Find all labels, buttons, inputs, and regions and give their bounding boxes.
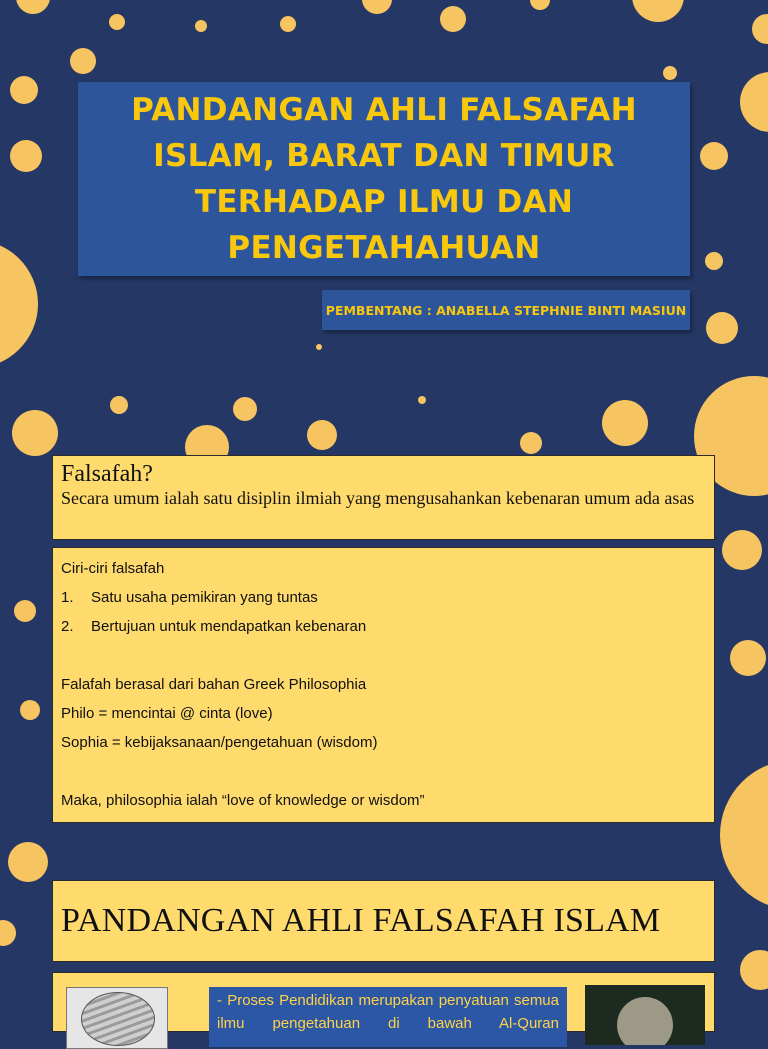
origin-text: Falafah berasal dari bahan Greek Philosophia — [61, 676, 367, 693]
falsafah-card — [52, 455, 715, 540]
ciri-card — [52, 547, 715, 823]
spacer — [61, 757, 706, 786]
list-number: 2. — [61, 618, 74, 635]
conclusion-text: Maka, philosophia ialah “love of knowledge or wisdom” — [61, 792, 425, 809]
title-line: PANDANGAN AHLI FALSAFAH — [131, 92, 637, 128]
section-heading-card — [52, 880, 715, 962]
islam-text-box — [209, 987, 567, 1047]
islam-text: - Proses Pendidikan merupakan penyatuan semua ilmu pengetahuan di bawah Al-Quran — [217, 992, 559, 1032]
islam-card — [52, 972, 715, 1032]
list-text: Bertujuan untuk mendapatkan kebenaran — [91, 618, 367, 635]
title-line: PENGETAHAHUAN — [227, 230, 541, 266]
list-item — [61, 583, 706, 612]
spacer — [61, 641, 706, 670]
falsafah-definition: Secara umum ialah satu disiplin ilmiah yang mengusahankan kebenaran umum ada asas — [61, 488, 695, 508]
section-heading: PANDANGAN AHLI FALSAFAH ISLAM — [61, 902, 661, 939]
turban-illustration — [81, 992, 155, 1046]
sophia-text: Sophia = kebijaksanaan/pengetahuan (wisdom) — [61, 734, 378, 751]
list-text: Satu usaha pemikiran yang tuntas — [91, 589, 318, 606]
face-photo — [617, 997, 673, 1045]
author-label: PEMBENTANG : ANABELLA STEPHNIE BINTI MASIUN — [325, 302, 687, 318]
list-number: 1. — [61, 589, 74, 606]
title-line: TERHADAP ILMU DAN — [194, 184, 574, 220]
author-box — [322, 290, 690, 330]
falsafah-heading: Falsafah? — [61, 461, 153, 487]
list-item — [61, 612, 706, 641]
slide-title — [104, 87, 664, 271]
philo-text: Philo = mencintai @ cinta (love) — [61, 705, 273, 722]
title-box — [78, 82, 690, 276]
portrait-image-left — [66, 987, 168, 1049]
title-line: ISLAM, BARAT DAN TIMUR — [153, 138, 615, 174]
ciri-heading: Ciri-ciri falsafah — [61, 560, 165, 577]
portrait-image-right — [585, 985, 705, 1045]
